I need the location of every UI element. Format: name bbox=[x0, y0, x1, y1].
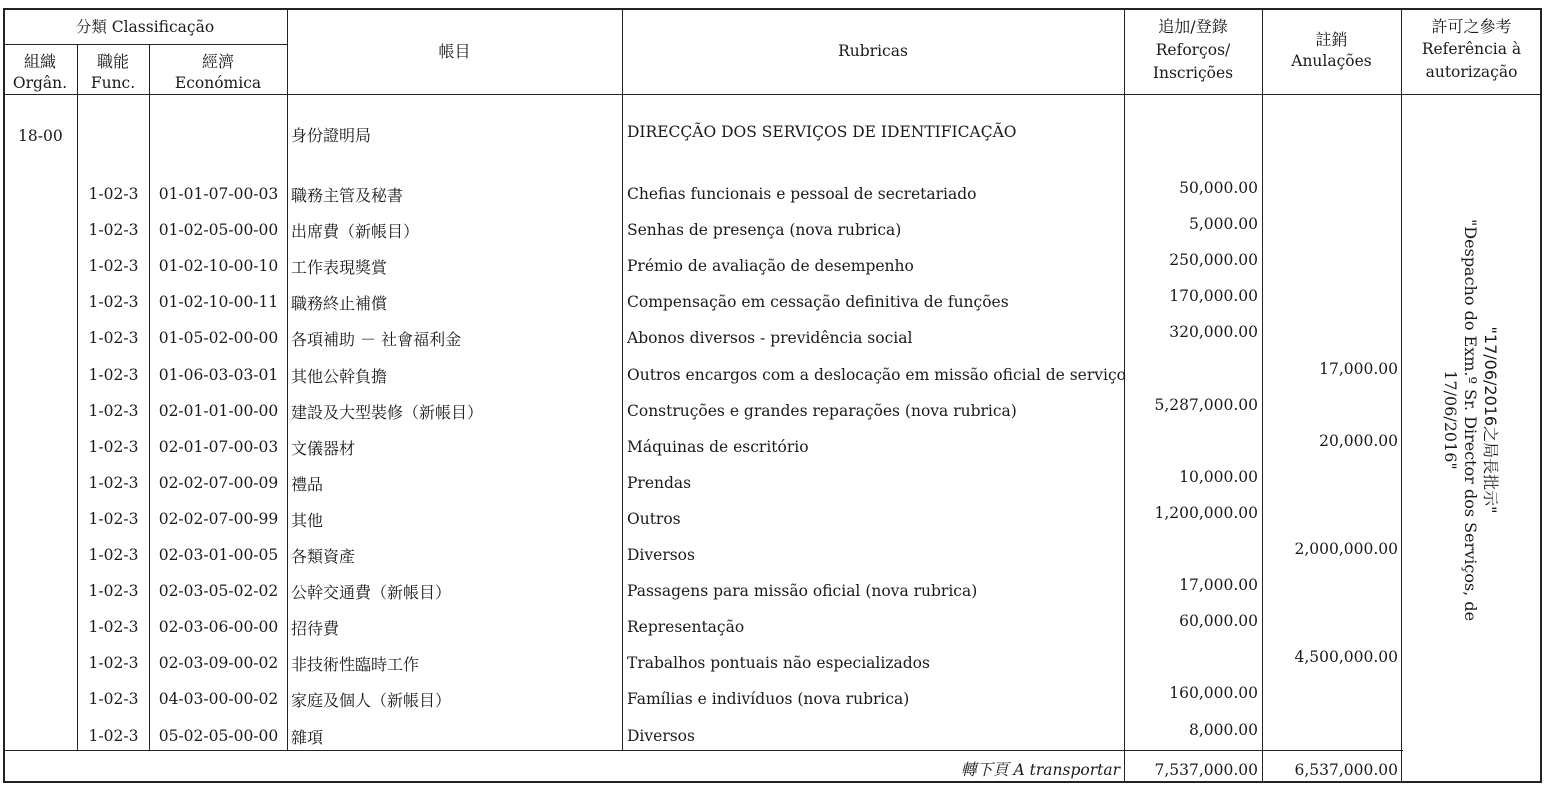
row-account-zh: 公幹交通費（新帳目） bbox=[291, 583, 452, 602]
row-func: 1-02-3 bbox=[88, 474, 139, 492]
row-reforcos-value: 5,000.00 bbox=[1188, 215, 1258, 233]
row-rubrica-pt: Representação bbox=[627, 618, 745, 636]
row-reforcos-value: 10,000.00 bbox=[1179, 468, 1258, 486]
col-line-ref bbox=[1262, 8, 1263, 783]
row-func: 1-02-3 bbox=[88, 329, 139, 347]
header-econ-zh: 經濟 bbox=[201, 52, 234, 71]
header-bottom-line bbox=[3, 94, 1542, 95]
row-account-zh: 職務主管及秘書 bbox=[291, 186, 404, 205]
row-anulacoes-value: 4,500,000.00 bbox=[1294, 648, 1398, 666]
header-ref-pt2: autorização bbox=[1425, 63, 1518, 81]
department-organ: 18-00 bbox=[18, 127, 63, 145]
footer-transport-label bbox=[930, 761, 1120, 779]
header-reforcos-pt1: Reforços/ bbox=[1155, 41, 1231, 59]
row-func: 1-02-3 bbox=[88, 690, 139, 708]
row-reforcos-value: 50,000.00 bbox=[1179, 179, 1258, 197]
header-subline bbox=[3, 44, 287, 45]
row-rubrica-pt: Diversos bbox=[627, 546, 695, 564]
row-account-zh: 其他公幹負擔 bbox=[291, 367, 388, 386]
row-func: 1-02-3 bbox=[88, 618, 139, 636]
row-func: 1-02-3 bbox=[88, 510, 139, 528]
row-rubrica-pt: Abonos diversos - previdência social bbox=[627, 329, 913, 347]
row-func: 1-02-3 bbox=[88, 727, 139, 745]
header-rubricas: Rubricas bbox=[838, 42, 908, 60]
row-account-zh: 出席費（新帳目） bbox=[291, 222, 420, 241]
row-func: 1-02-3 bbox=[88, 402, 139, 420]
col-line-zh bbox=[622, 8, 623, 750]
header-econ-pt: Económica bbox=[174, 74, 262, 92]
row-func: 1-02-3 bbox=[88, 582, 139, 600]
row-reforcos-value: 17,000.00 bbox=[1179, 576, 1258, 594]
row-econ: 02-03-09-00-02 bbox=[158, 654, 279, 672]
row-rubrica-pt: Outros bbox=[627, 510, 681, 528]
row-account-zh: 家庭及個人（新帳目） bbox=[291, 691, 452, 710]
row-reforcos-value: 250,000.00 bbox=[1169, 251, 1258, 269]
row-econ: 01-02-10-00-10 bbox=[158, 257, 279, 275]
col-line-anul bbox=[1401, 8, 1402, 783]
row-econ: 04-03-00-00-02 bbox=[158, 690, 279, 708]
row-rubrica-pt: Prendas bbox=[627, 474, 692, 492]
authorization-line-zh: "17/06/2016之局長批示" bbox=[1481, 326, 1501, 514]
row-anulacoes-value: 17,000.00 bbox=[1319, 360, 1398, 378]
row-reforcos-value: 320,000.00 bbox=[1169, 323, 1258, 341]
row-account-zh: 各項補助 － 社會福利金 bbox=[291, 330, 462, 349]
footer-total-anulacoes: 6,537,000.00 bbox=[1294, 761, 1398, 779]
header-organ-pt: Orgân. bbox=[12, 74, 68, 92]
row-account-zh: 各類資產 bbox=[291, 547, 356, 566]
row-econ: 02-03-05-02-02 bbox=[158, 582, 279, 600]
col-line-func bbox=[149, 44, 150, 750]
row-account-zh: 建設及大型裝修（新帳目） bbox=[291, 403, 484, 422]
authorization-line-pt: "Despacho do Exm.º Sr. Director dos Serviços, de bbox=[1461, 218, 1481, 622]
row-econ: 01-05-02-00-00 bbox=[158, 329, 279, 347]
header-func-zh: 職能 bbox=[96, 52, 129, 71]
row-reforcos-value: 170,000.00 bbox=[1169, 287, 1258, 305]
row-rubrica-pt: Compensação em cessação definitiva de funções bbox=[627, 293, 1009, 311]
department-name-pt: DIRECÇÃO DOS SERVIÇOS DE IDENTIFICAÇÃO bbox=[627, 123, 1017, 141]
row-econ: 02-02-07-00-09 bbox=[158, 474, 279, 492]
row-func: 1-02-3 bbox=[88, 546, 139, 564]
footer-label-pt: A transportar bbox=[1013, 761, 1120, 779]
row-econ: 01-01-07-00-03 bbox=[158, 185, 279, 203]
row-account-zh: 工作表現獎賞 bbox=[291, 258, 388, 277]
row-reforcos-value: 160,000.00 bbox=[1169, 684, 1258, 702]
row-func: 1-02-3 bbox=[88, 654, 139, 672]
header-organ-zh: 組織 bbox=[23, 52, 56, 71]
header-ref-pt1: Referência à bbox=[1421, 40, 1522, 58]
row-econ: 02-03-01-00-05 bbox=[158, 546, 279, 564]
row-econ: 02-02-07-00-99 bbox=[158, 510, 279, 528]
row-account-zh: 雜項 bbox=[291, 728, 324, 747]
col-line-organ bbox=[77, 44, 78, 750]
row-econ: 02-01-01-00-00 bbox=[158, 402, 279, 420]
row-anulacoes-value: 20,000.00 bbox=[1319, 432, 1398, 450]
row-func: 1-02-3 bbox=[88, 221, 139, 239]
header-anul-pt: Anulações bbox=[1291, 52, 1372, 70]
footer-label-zh: 轉下頁 bbox=[960, 760, 1009, 779]
authorization-line-date: 17/06/2016" bbox=[1441, 370, 1461, 470]
row-anulacoes-value: 2,000,000.00 bbox=[1294, 540, 1398, 558]
header-anul-zh: 註銷 bbox=[1315, 30, 1348, 49]
row-rubrica-pt: Máquinas de escritório bbox=[627, 438, 809, 456]
header-func-pt: Func. bbox=[90, 74, 136, 92]
row-econ: 01-02-05-00-00 bbox=[158, 221, 279, 239]
col-line-econ bbox=[287, 8, 288, 750]
row-rubrica-pt: Senhas de presença (nova rubrica) bbox=[627, 221, 902, 239]
authorization-reference bbox=[1410, 100, 1530, 740]
row-account-zh: 招待費 bbox=[291, 619, 340, 638]
row-rubrica-pt: Diversos bbox=[627, 727, 695, 745]
header-classification: 分類 Classificação bbox=[75, 18, 215, 36]
header-ref-zh: 許可之參考 bbox=[1431, 17, 1512, 36]
footer-line bbox=[3, 750, 1403, 751]
row-func: 1-02-3 bbox=[88, 257, 139, 275]
row-func: 1-02-3 bbox=[88, 293, 139, 311]
row-econ: 02-01-07-00-03 bbox=[158, 438, 279, 456]
row-rubrica-pt: Chefias funcionais e pessoal de secretariado bbox=[627, 185, 977, 203]
header-account-zh: 帳目 bbox=[438, 42, 471, 61]
header-reforcos-pt2: Inscrições bbox=[1152, 64, 1234, 82]
row-rubrica-pt: Trabalhos pontuais não especializados bbox=[627, 654, 930, 672]
row-account-zh: 非技術性臨時工作 bbox=[291, 655, 420, 674]
row-func: 1-02-3 bbox=[88, 185, 139, 203]
row-econ: 02-03-06-00-00 bbox=[158, 618, 279, 636]
row-account-zh: 文儀器材 bbox=[291, 439, 356, 458]
row-account-zh: 禮品 bbox=[291, 475, 324, 494]
row-rubrica-pt: Prémio de avaliação de desempenho bbox=[627, 257, 914, 275]
row-rubrica-pt: Outros encargos com a deslocação em missão oficial de serviço bbox=[627, 366, 1126, 384]
row-rubrica-pt: Famílias e indivíduos (nova rubrica) bbox=[627, 690, 910, 708]
row-func: 1-02-3 bbox=[88, 366, 139, 384]
row-reforcos-value: 1,200,000.00 bbox=[1154, 504, 1258, 522]
department-name-zh: 身份證明局 bbox=[291, 126, 372, 145]
row-account-zh: 其他 bbox=[291, 511, 324, 530]
row-rubrica-pt: Passagens para missão oficial (nova rubrica) bbox=[627, 582, 978, 600]
row-econ: 01-06-03-03-01 bbox=[158, 366, 279, 384]
row-reforcos-value: 60,000.00 bbox=[1179, 612, 1258, 630]
row-account-zh: 職務終止補償 bbox=[291, 294, 388, 313]
row-econ: 05-02-05-00-00 bbox=[158, 727, 279, 745]
row-rubrica-pt: Construções e grandes reparações (nova rubrica) bbox=[627, 402, 1017, 420]
footer-total-reforcos: 7,537,000.00 bbox=[1154, 761, 1258, 779]
row-reforcos-value: 5,287,000.00 bbox=[1154, 396, 1258, 414]
row-func: 1-02-3 bbox=[88, 438, 139, 456]
header-reforcos-zh: 追加/登錄 bbox=[1158, 17, 1228, 36]
row-reforcos-value: 8,000.00 bbox=[1188, 721, 1258, 739]
row-econ: 01-02-10-00-11 bbox=[158, 293, 279, 311]
